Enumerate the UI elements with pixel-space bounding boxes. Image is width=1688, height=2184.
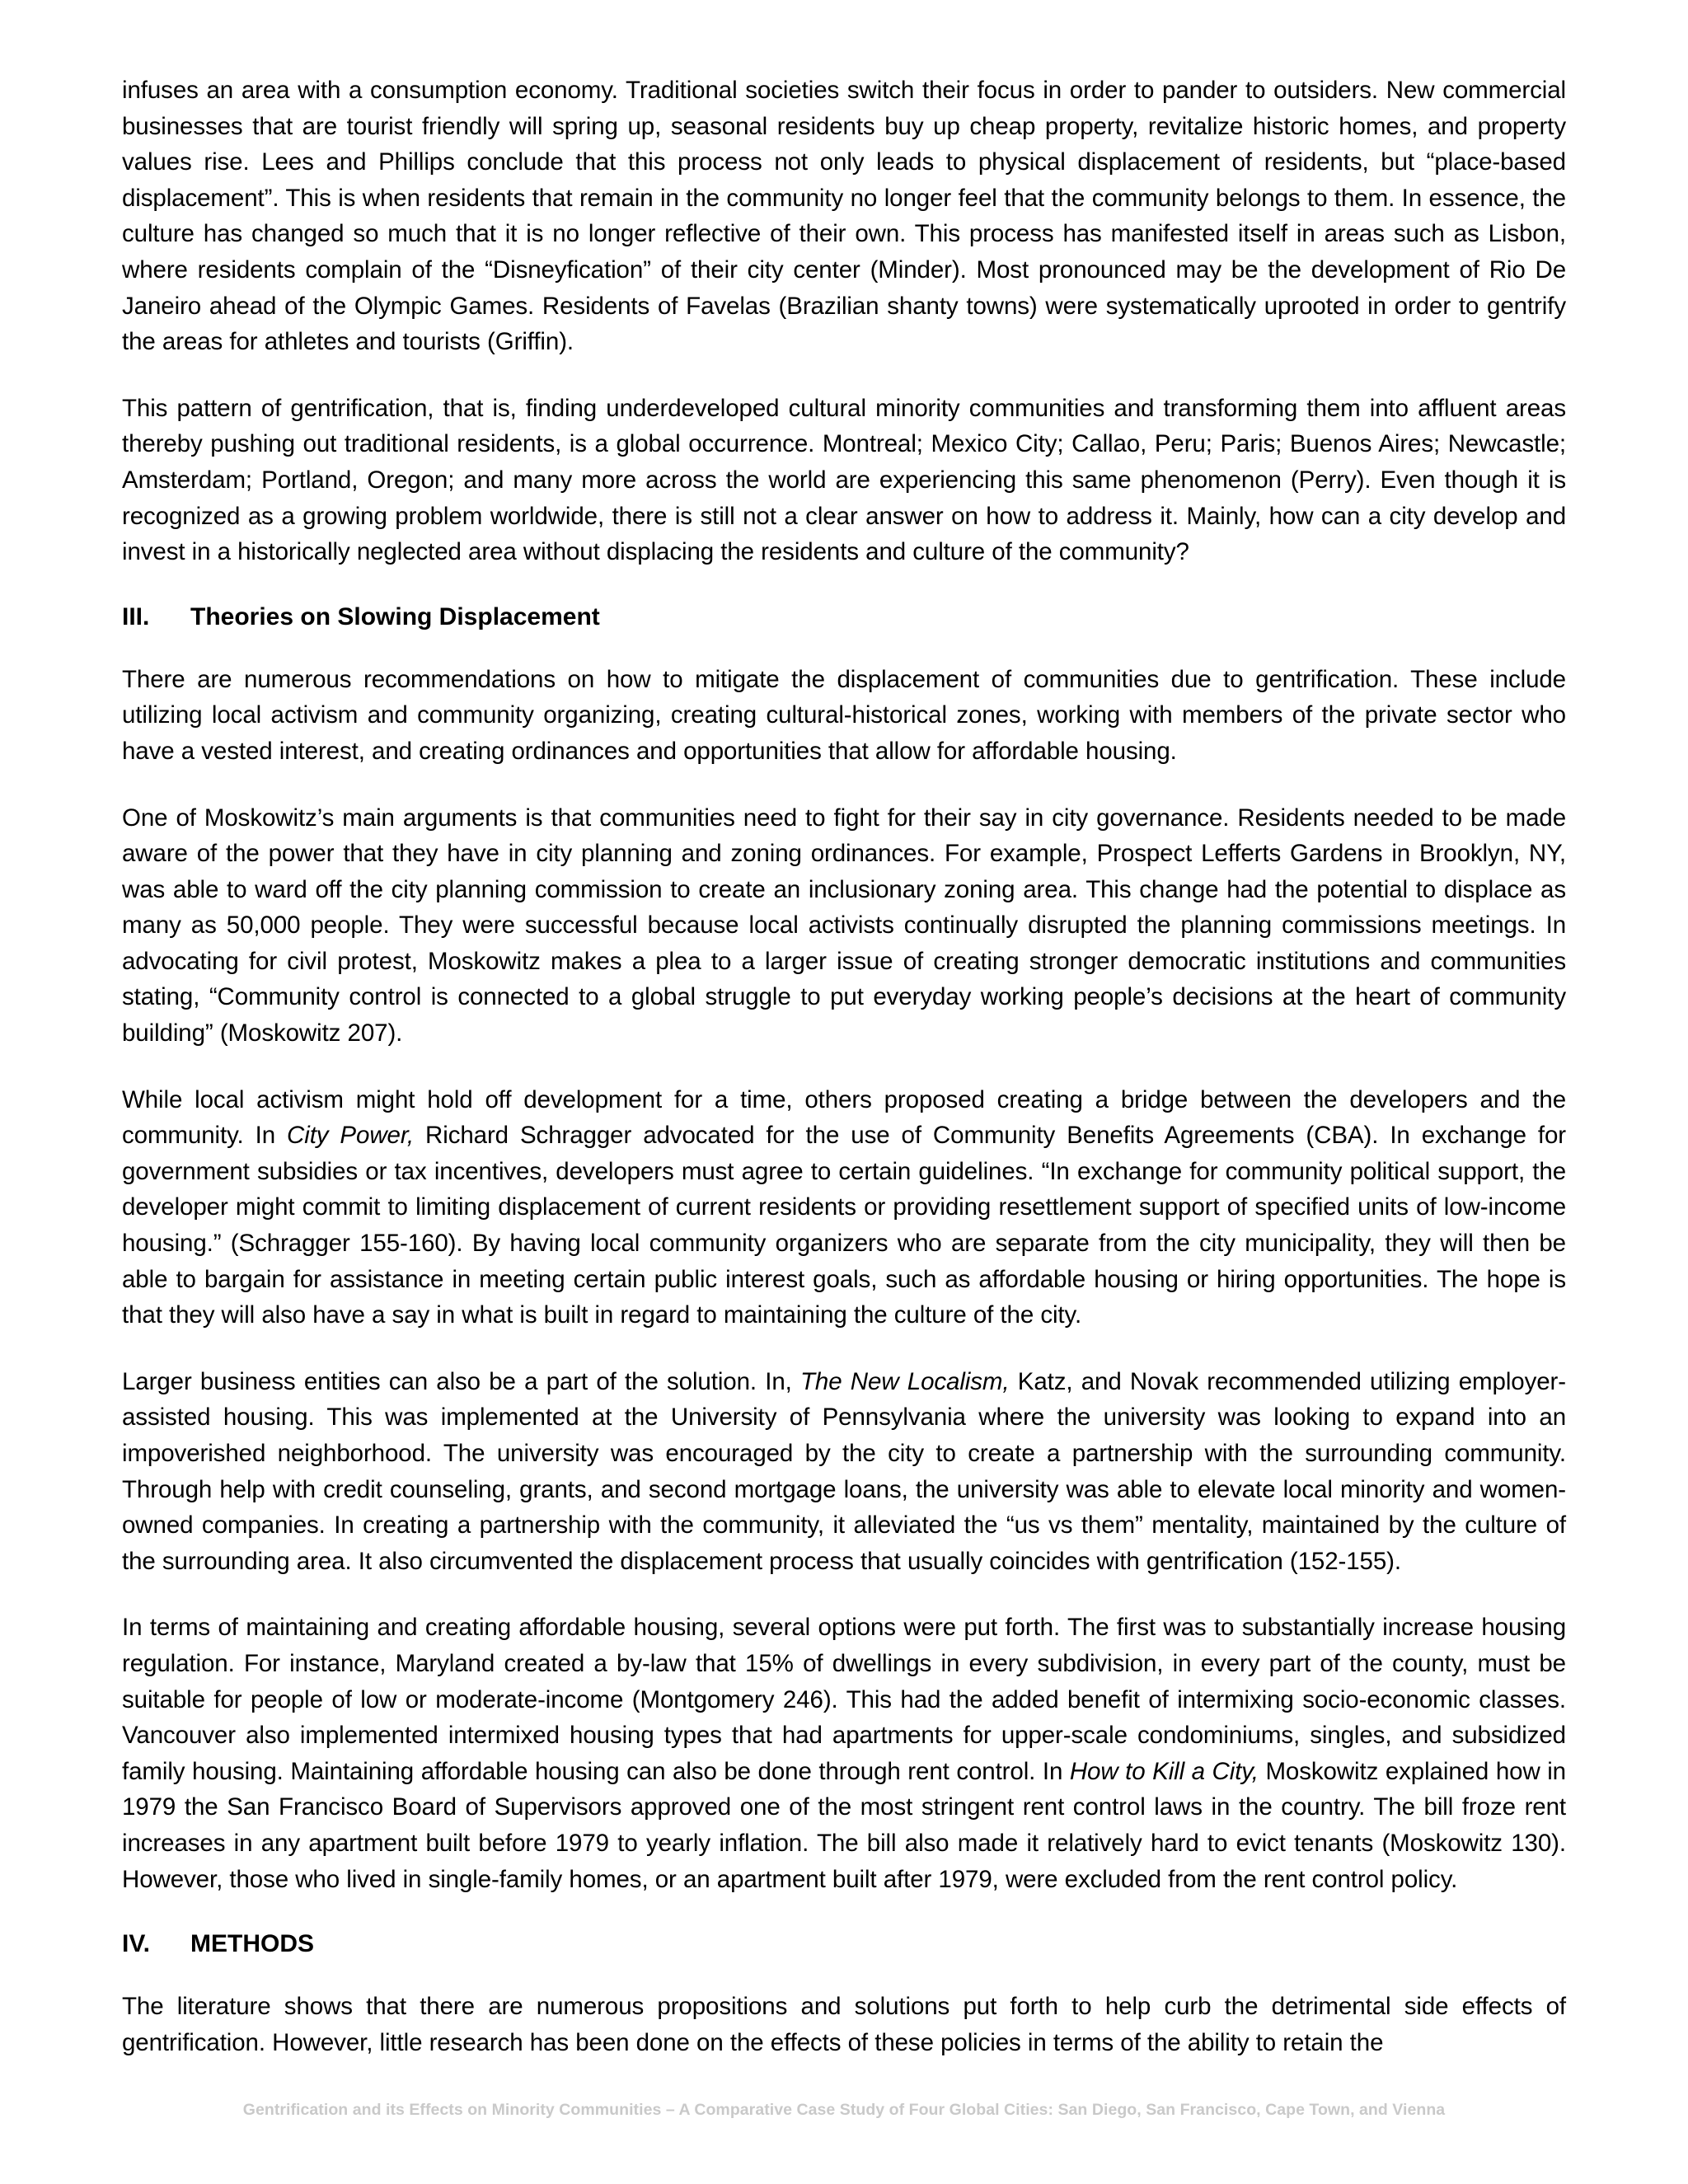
paragraph-literature-propositions-solutions: The literature shows that there are numerous propositions and solutions put forth to help curb the detrimental side effects of gentrification. However, little research has been done on the effects of these policies in terms of the ability to retain the bbox=[122, 1993, 1566, 2056]
heading-theories-on-slowing-displacement bbox=[122, 601, 1566, 634]
heading-numeral-four: IV. bbox=[122, 1930, 150, 1958]
heading-label-four: METHODS bbox=[190, 1930, 314, 1958]
paragraph-schragger-city-power bbox=[122, 1082, 1566, 1333]
p5-text-after-title: Richard Schragger advocated for the use of Community Benefits Agreements (CBA). In exchange for government subsidies or tax incentives, developers must agree to certain guidelines. “In exchange for community political support, the developer might commit to limiting displacement of current residents or providing resettlement support of specified units of low-income housing.” (Schragger 155-160). By having local community organizers who are separate from the city municipality, they will then be able to bargain for assistance in meeting certain public interest goals, such as affordable housing or hiring opportunities. The hope is that they will also have a say in what is built in regard to maintaining the culture of the city. bbox=[122, 1122, 1566, 1329]
heading-methods bbox=[122, 1928, 1566, 1961]
page-footer: Gentrification and its Effects on Minority Communities – A Comparative Case Study of Four Global Cities: San Diego, San Francisco, Cape Town, and Vienna bbox=[242, 2101, 1446, 2119]
p5-text-before-title: While local activism might hold off development for a time, others proposed creating a bridge between the developers and the community. In bbox=[122, 1085, 1566, 1150]
book-title-how-to-kill-a-city: How to Kill a City, bbox=[1069, 1757, 1259, 1785]
paragraph-infuses-consumption-economy: infuses an area with a consumption economy. Traditional societies switch their focus in order to pander to outsiders. New commercial businesses that are tourist friendly will spring up, seasonal residents buy up cheap property, revitalize historic homes, and property values rise. Lees and Phillips conclude that this process not only leads to physical displacement of residents, but “place-based displacement”. This is when residents that remain in the community no longer feel that the community belongs to them. In essence, the culture has changed so much that it is no longer reflective of their own. This process has manifested itself in areas such as Lisbon, where residents complain of the “Disneyfication” of their city center (Minder). Most pronounced may be the development of Rio De Janeiro ahead of the Olympic Games. Residents of Favelas (Brazilian shanty towns) were systematically uprooted in order to gentrify the areas for athletes and tourists (Griffin). bbox=[122, 77, 1566, 356]
book-title-the-new-localism: The New Localism, bbox=[800, 1367, 1010, 1395]
paragraph-affordable-housing-rent-control bbox=[122, 1610, 1566, 1897]
paragraph-recommendations-mitigate-displacement: There are numerous recommendations on how to mitigate the displacement of communities due to gentrification. These include utilizing local activism and community organizing, creating cultural-historical zones, working with members of the private sector who have a vested interest, and creating ordinances and opportunities that allow for affordable housing. bbox=[122, 665, 1566, 765]
heading-label-three: Theories on Slowing Displacement bbox=[190, 602, 600, 630]
p7-text-before-title: In terms of maintaining and creating affordable housing, several options were put forth. The first was to substantially increase housing regulation. For instance, Maryland created a by-law that 15% of dwellings in every subdivision, in every part of the county, must be suitable for people of low or moderate-income (Montgomery 246). This had the added benefit of intermixing socio-economic classes. Vancouver also implemented intermixed housing types that had apartments for upper-scale condominiums, singles, and subsidized family housing. Maintaining affordable housing can also be done through rent control. In bbox=[122, 1614, 1566, 1785]
p6-text-after-title: Katz, and Novak recommended utilizing employer-assisted housing. This was implemented at the University of Pennsylvania where the university was looking to expand into an impoverished neighborhood. The university was encouraged by the city to create a partnership with the surrounding community. Through help with credit counseling, grants, and second mortgage loans, the university was able to elevate local minority and women-owned companies. In creating a partnership with the community, it alleviated the “us vs them” mentality, maintained by the culture of the surrounding area. It also circumvented the displacement process that usually coincides with gentrification (152-155). bbox=[122, 1367, 1567, 1575]
paragraph-global-pattern-gentrification: This pattern of gentrification, that is, finding underdeveloped cultural minority communities and transforming them into affluent areas thereby pushing out traditional residents, is a global occurrence. Montreal; Mexico City; Callao, Peru; Paris; Buenos Aires; Newcastle; Amsterdam; Portland, Oregon; and many more across the world are experiencing this same phenomenon (Perry). Even though it is recognized as a growing problem worldwide, there is still not a clear answer on how to address it. Mainly, how can a city develop and invest in a historically neglected area without displacing the residents and culture of the community? bbox=[122, 394, 1566, 566]
p7-text-after-title: Moskowitz explained how in 1979 the San Francisco Board of Supervisors approved one of the most stringent rent control laws in the country. The bill froze rent increases in any apartment built before 1979 to yearly inflation. The bill also made it relatively hard to evict tenants (Moskowitz 130). However, those who lived in single-family homes, or an apartment built after 1979, were excluded from the rent control policy. bbox=[122, 1757, 1566, 1893]
p6-text-before-title: Larger business entities can also be a part of the solution. In, bbox=[122, 1367, 801, 1395]
document-body bbox=[122, 73, 1566, 2060]
book-title-city-power: City Power, bbox=[287, 1122, 415, 1150]
heading-numeral-three: III. bbox=[122, 602, 150, 630]
paragraph-katz-novak-new-localism bbox=[122, 1364, 1566, 1580]
paragraph-moskowitz-city-governance: One of Moskowitz’s main arguments is that communities need to fight for their say in city governance. Residents needed to be made aware of the power that they have in city planning and zoning ordinances. For example, Prospect Lefferts Gardens in Brooklyn, NY, was able to ward off the city planning commission to create an inclusionary zoning area. This change had the potential to displace as many as 50,000 people. They were successful because local activists continually disrupted the planning commissions meetings. In advocating for civil protest, Moskowitz makes a plea to a larger issue of creating stronger democratic institutions and communities stating, “Community control is connected to a global struggle to put everyday working people’s decisions at the heart of community building” (Moskowitz 207). bbox=[122, 804, 1566, 1047]
